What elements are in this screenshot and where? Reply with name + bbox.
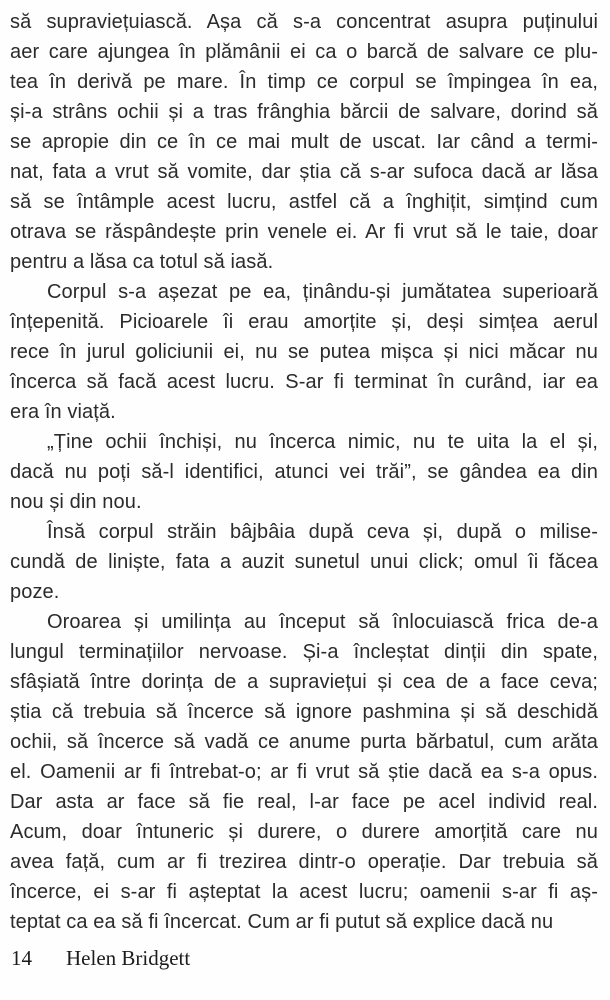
text-line: avea față, cum ar fi trezirea dintr-o operație. Dar trebuia să — [10, 851, 598, 873]
text-line: să supraviețuiască. Așa că s-a concentrat asupra puținului — [10, 11, 598, 33]
text-line: rece în jurul goliciunii ei, nu se putea mișca și nici măcar nu — [10, 341, 598, 363]
text-line: Oroarea și umilința au început să înlocuiască frica de-a — [47, 611, 598, 633]
text-line: Însă corpul străin bâjbâia după ceva și, după o milise- — [47, 521, 598, 543]
text-line: teptat ca ea să fi încercat. Cum ar fi putut să explice dacă nu — [10, 911, 554, 933]
text-line: el. Oamenii ar fi întrebat-o; ar fi vrut să știe dacă ea s-a opus. — [10, 761, 598, 783]
author-running-footer: Helen Bridgett — [66, 946, 191, 970]
paragraph — [10, 607, 598, 937]
text-line: nou și din nou. — [10, 491, 142, 513]
text-line: Corpul s-a așezat pe ea, ținându-și jumătatea superioară — [47, 281, 598, 303]
paragraph — [10, 517, 598, 607]
text-line: Dar asta ar face să fie real, l-ar face pe acel individ real. — [10, 791, 598, 813]
paragraph — [10, 427, 598, 517]
text-line: cundă de liniște, fata a auzit sunetul unui click; omul îi făcea — [10, 551, 598, 573]
text-line: lungul terminațiilor nervoase. Și-a încleștat dinții din spate, — [10, 641, 598, 663]
page-footer — [11, 946, 599, 971]
text-line: ochii, să încerce să vadă ce anume purta bărbatul, cum arăta — [10, 731, 598, 753]
text-line: știa că trebuia să încerce să ignore pashmina și să deschidă — [10, 701, 598, 723]
text-line: să se întâmple acest lucru, astfel că a înghițit, simțind cum — [10, 191, 598, 213]
paragraph — [10, 277, 598, 427]
text-line: încerce, ei s-ar fi așteptat la acest lucru; oamenii s-ar fi aș- — [10, 881, 598, 903]
text-line: tea în derivă pe mare. În timp ce corpul se împingea în ea, — [10, 71, 598, 93]
text-line: Acum, doar întuneric și durere, o durere amorțită care nu — [10, 821, 598, 843]
text-line: otrava se răspândește prin venele ei. Ar fi vrut să le taie, doar — [10, 221, 598, 243]
text-line: poze. — [10, 581, 60, 603]
text-line: dacă nu poți să-l identifici, atunci vei trăi”, se gândea ea din — [10, 461, 598, 483]
text-line: era în viață. — [10, 401, 116, 423]
page-number: 14 — [11, 946, 32, 970]
text-line: sfâșiată între dorința de a supraviețui și cea de a face ceva; — [10, 671, 598, 693]
text-line: „Ține ochii închiși, nu încerca nimic, nu te uita la el și, — [47, 431, 598, 453]
text-line: pentru a lăsa ca totul să iasă. — [10, 251, 274, 273]
text-line: aer care ajungea în plămânii ei ca o barcă de salvare ce plu- — [10, 41, 598, 63]
text-line: și-a strâns ochii și a tras frânghia bărcii de salvare, dorind să — [10, 101, 598, 123]
paragraph — [10, 7, 598, 277]
text-line: înțepenită. Picioarele îi erau amorțite și, deși simțea aerul — [10, 311, 598, 333]
text-line: nat, fata a vrut să vomite, dar știa că s-ar sufoca dacă ar lăsa — [10, 161, 598, 183]
text-line: încerca să facă acest lucru. S-ar fi terminat în curând, iar ea — [10, 371, 598, 393]
text-line: se apropie din ce în ce mai mult de uscat. Iar când a termi- — [10, 131, 598, 153]
body-text — [10, 7, 598, 937]
